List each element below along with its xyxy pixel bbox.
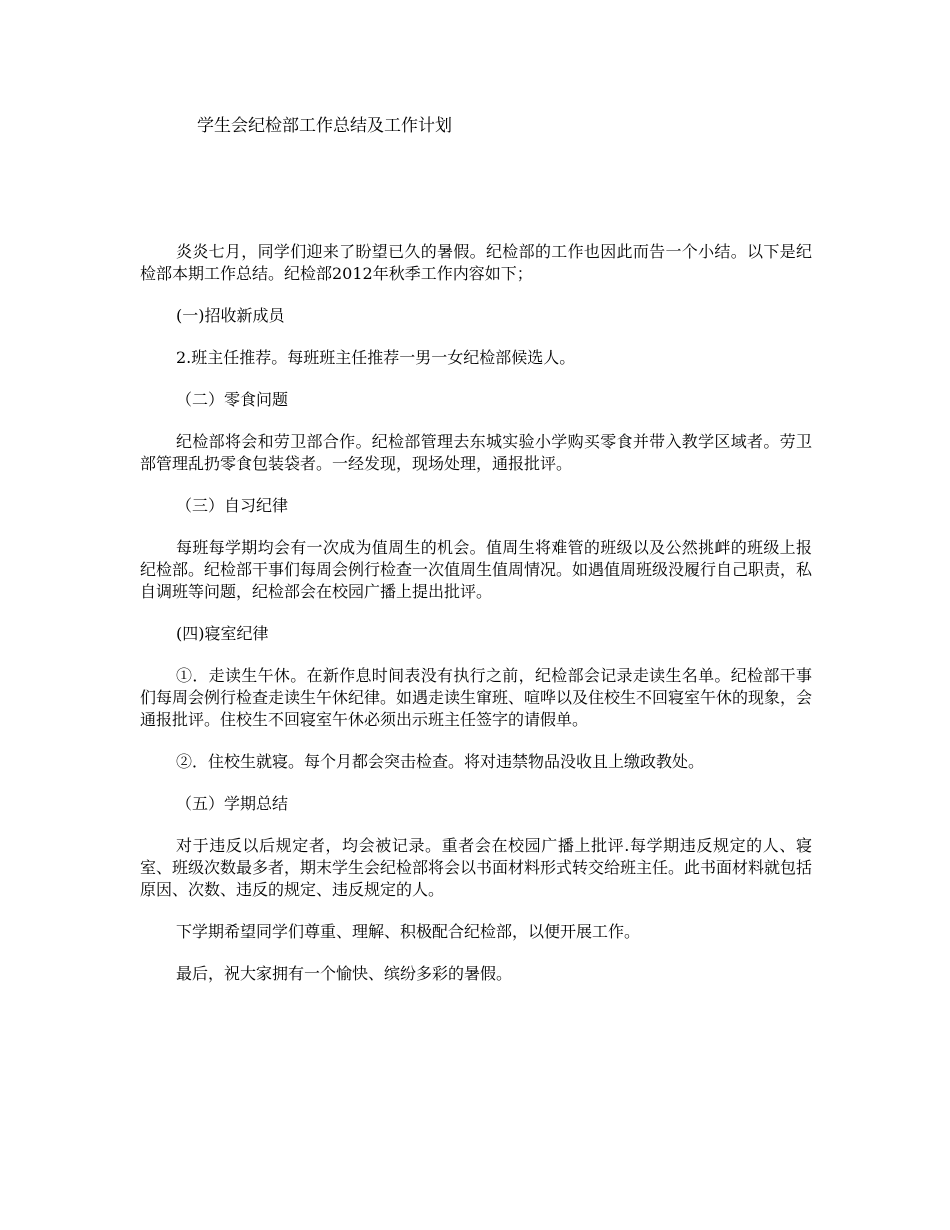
document-body xyxy=(140,241,812,1005)
paragraph-intro: 炎炎七月，同学们迎来了盼望已久的暑假。纪检部的工作也因此而告一个小结。以下是纪检部本期工作总结。纪检部2012年秋季工作内容如下； xyxy=(140,242,812,283)
section-heading-snacks: （二）零食问题 xyxy=(176,390,289,409)
paragraph-next-term-hope: 下学期希望同学们尊重、理解、积极配合纪检部，以便开展工作。 xyxy=(176,922,641,941)
paragraph-term-summary: 对于违反以后规定者，均会被记录。重者会在校园广播上批评.每学期违反规定的人、寝室、班级次数最多者，期末学生会纪检部将会以书面材料形式转交给班主任。此书面材料就包括原因、次数、违反的规定、违反规定的人。 xyxy=(140,836,813,899)
document-title: 学生会纪检部工作总结及工作计划 xyxy=(197,116,452,136)
paragraph-boarders-bedtime: ②．住校生就寝。每个月都会突击检查。将对违禁物品没收且上缴政教处。 xyxy=(176,752,705,771)
paragraph-snacks: 纪检部将会和劳卫部合作。纪检部管理去东城实验小学购买零食并带入教学区域者。劳卫部管理乱扔零食包装袋者。一经发现，现场处理，通报批评。 xyxy=(140,432,812,473)
paragraph-teacher-recommendation: 2.班主任推荐。每班班主任推荐一男一女纪检部候选人。 xyxy=(176,348,576,367)
paragraph-day-students-nap: ①．走读生午休。在新作息时间表没有执行之前，纪检部会记录走读生名单。纪检部干事们每周会例行检查走读生午休纪律。如遇走读生窜班、喧哗以及住校生不回寝室午休的现象，会通报批评。住校生不回寝室午休必须出示班主任签字的请假单。 xyxy=(140,666,813,729)
section-heading-self-study: （三）自习纪律 xyxy=(176,496,289,515)
section-heading-new-members: (一)招收新成员 xyxy=(176,306,285,325)
paragraph-closing: 最后，祝大家拥有一个愉快、缤纷多彩的暑假。 xyxy=(176,964,513,983)
section-heading-term-summary: （五）学期总结 xyxy=(176,794,289,813)
paragraph-self-study: 每班每学期均会有一次成为值周生的机会。值周生将难管的班级以及公然挑衅的班级上报纪检部。纪检部干事们每周会例行检查一次值周生值周情况。如遇值周班级没履行自己职责，私自调班等问题，纪检部会在校园广播上提出批评。 xyxy=(140,538,813,601)
section-heading-dormitory: (四)寝室纪律 xyxy=(176,624,269,643)
